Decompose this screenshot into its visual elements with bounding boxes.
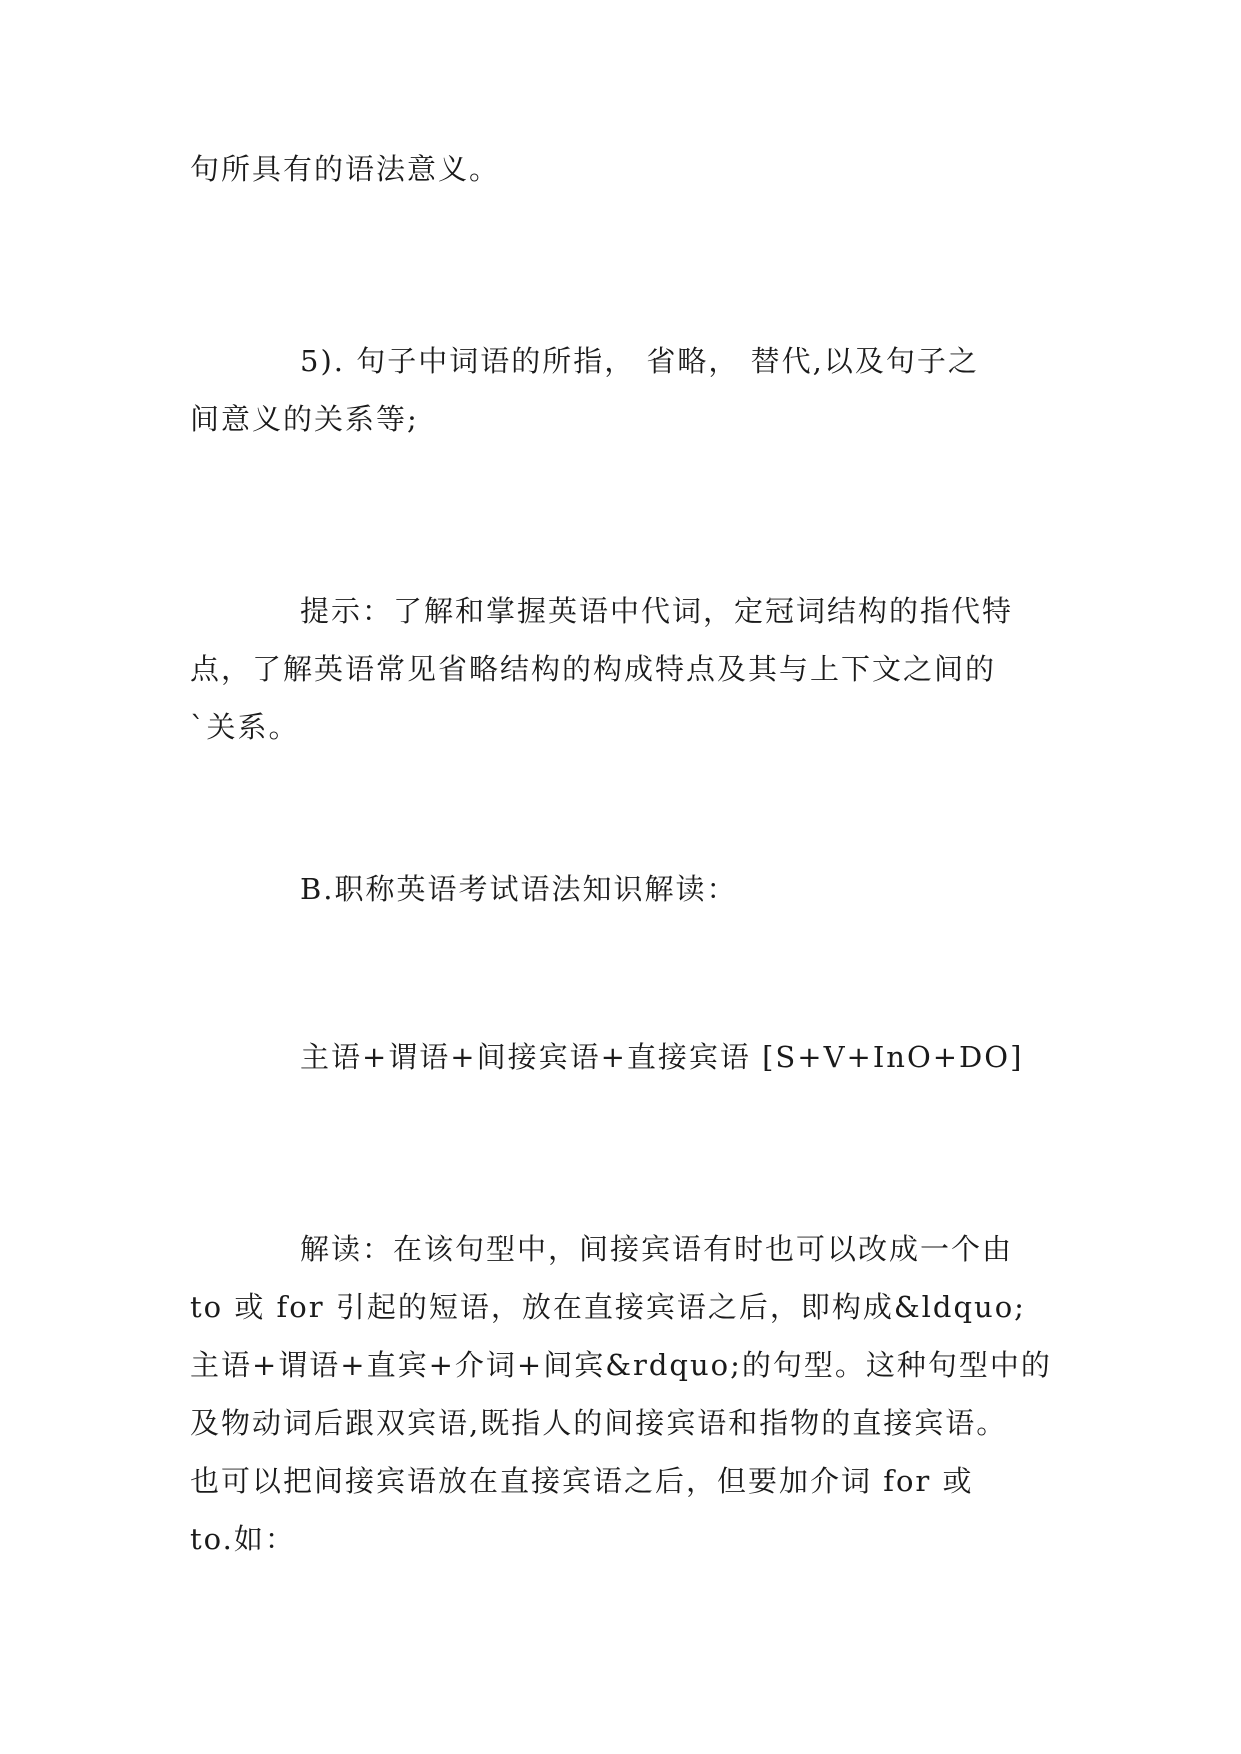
text-line: 解读：在该句型中，间接宾语有时也可以改成一个由 [300,1232,1014,1266]
paragraph-4 [190,860,1052,918]
text-line: to.如： [190,1522,296,1556]
paragraph-3 [190,582,1052,756]
text-line: 主语+谓语+直宾+介词+间宾&rdquo;的句型。这种句型中的 [190,1348,1052,1382]
text-line: 句所具有的语法意义。 [190,152,501,186]
text-line: to 或 for 引起的短语，放在直接宾语之后，即构成&ldquo; [190,1290,1026,1324]
text-line: 5). 句子中词语的所指， 省略， 替代,以及句子之 [300,344,979,378]
paragraph-2 [190,332,1052,448]
text-line: 也可以把间接宾语放在直接宾语之后，但要加介词 for 或 [190,1464,974,1498]
text-line: 提示：了解和掌握英语中代词，定冠词结构的指代特 [300,594,1014,628]
text-line: 主语+谓语+间接宾语+直接宾语 [S+V+InO+DO] [300,1040,1024,1074]
text-line: B.职称英语考试语法知识解读： [300,872,738,906]
text-line: 点，了解英语常见省略结构的构成特点及其与上下文之间的 [190,652,997,686]
paragraph-6 [190,1220,1052,1568]
text-line: `关系。 [190,710,300,744]
text-line: 及物动词后跟双宾语,既指人的间接宾语和指物的直接宾语。 [190,1406,1008,1440]
paragraph-1 [190,140,1052,198]
paragraph-5 [190,1028,1052,1086]
text-line: 间意义的关系等; [190,402,419,436]
